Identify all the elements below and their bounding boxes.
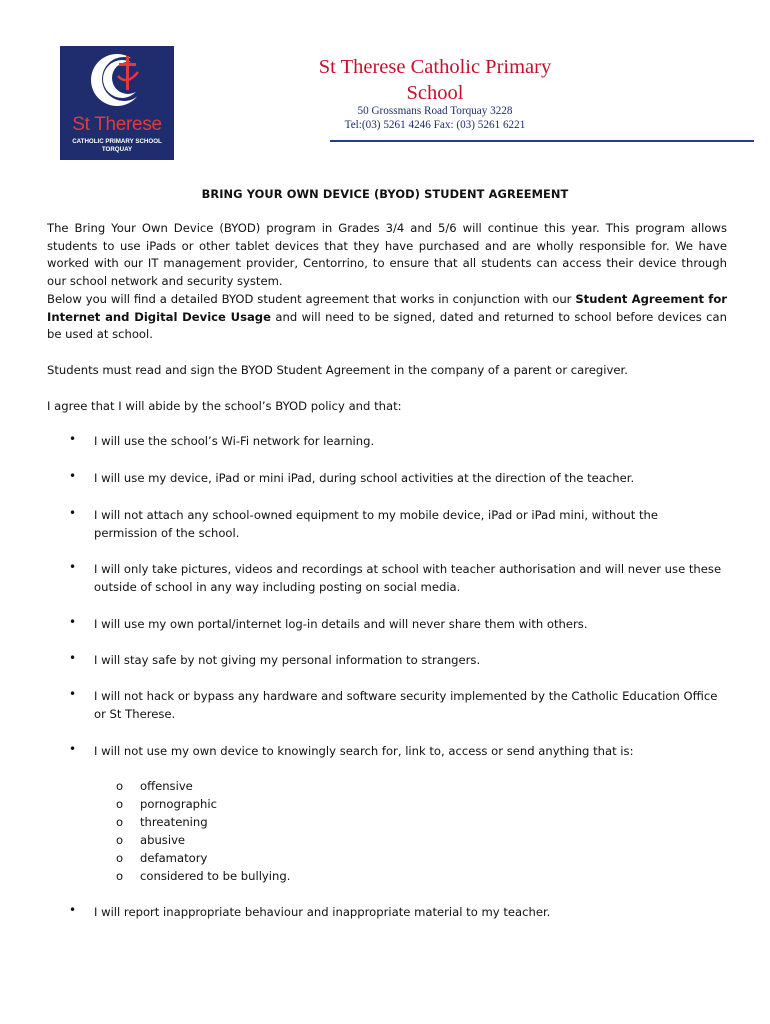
- sub-list-item: abusive: [140, 833, 186, 847]
- sub-list-item: offensive: [140, 779, 193, 793]
- bullet-icon: •: [69, 506, 77, 520]
- logo-subtitle: CATHOLIC PRIMARY SCHOOL: [72, 138, 162, 145]
- bullet-icon: •: [69, 687, 77, 701]
- sub-list-item: pornographic: [140, 797, 217, 811]
- list-item: I will only take pictures, videos and recordings at school with teacher authorisation and will never use these outside of school in any way including posting on social media.: [94, 562, 722, 594]
- bullet-icon: •: [69, 742, 77, 756]
- agreement-text-after: and will need to be signed, dated and returned to school before devices can be used at school.: [47, 309, 727, 341]
- logo-location: TORQUAY: [101, 146, 133, 153]
- list-item: I will not attach any school-owned equipment to my mobile device, iPad or iPad mini, without the permission of the school.: [94, 508, 659, 540]
- sub-bullet-icon: o: [116, 815, 124, 829]
- sub-list-item: defamatory: [140, 851, 208, 865]
- bullet-icon: •: [69, 432, 77, 446]
- bullet-icon: •: [69, 560, 77, 574]
- school-name-line1: St Therese Catholic Primary: [318, 56, 552, 78]
- bullet-icon: •: [69, 903, 77, 917]
- list-item: I will use the school’s Wi-Fi network for learning.: [94, 434, 375, 448]
- bullet-icon: •: [69, 615, 77, 629]
- school-address: 50 Grossmans Road Torquay 3228: [357, 105, 513, 117]
- school-name-line2: School: [406, 82, 464, 104]
- sub-bullet-icon: o: [116, 851, 124, 865]
- header-divider: [330, 140, 754, 142]
- list-item: I will not hack or bypass any hardware and software security implemented by the Catholic Education Office or St Therese.: [94, 689, 718, 721]
- bullet-icon: •: [69, 651, 77, 665]
- logo-name: St Therese: [72, 114, 162, 135]
- list-item: I will use my own portal/internet log-in details and will never share them with others.: [94, 617, 588, 631]
- school-name: [285, 54, 585, 106]
- agreement-document-name: Student Agreement for Internet and Digital Device Usage: [47, 292, 728, 324]
- sub-list-item: threatening: [140, 815, 208, 829]
- agreement-lead-in: I agree that I will abide by the school’s BYOD policy and that:: [47, 399, 402, 413]
- agreement-text-before: Below you will find a detailed BYOD student agreement that works in conjunction with our: [47, 292, 576, 306]
- list-item: I will use my device, iPad or mini iPad, during school activities at the direction of the teacher.: [94, 471, 635, 485]
- sub-list-item: considered to be bullying.: [140, 869, 291, 883]
- list-item: I will report inappropriate behaviour and inappropriate material to my teacher.: [94, 905, 551, 919]
- school-phone: Tel:(03) 5261 4246 Fax: (03) 5261 6221: [344, 119, 526, 131]
- list-item: I will not use my own device to knowingly search for, link to, access or send anything that is:: [94, 744, 634, 758]
- list-item: I will stay safe by not giving my personal information to strangers.: [94, 653, 481, 667]
- sub-bullet-icon: o: [116, 833, 124, 847]
- sub-bullet-icon: o: [116, 797, 124, 811]
- sub-bullet-icon: o: [116, 869, 124, 883]
- school-contact: [285, 104, 585, 132]
- bullet-icon: •: [69, 469, 77, 483]
- sub-bullet-icon: o: [116, 779, 124, 793]
- school-logo: [60, 46, 174, 160]
- agreement-paragraph: [47, 291, 727, 344]
- document-title: BRING YOUR OWN DEVICE (BYOD) STUDENT AGREEMENT: [201, 187, 569, 201]
- signing-instruction: Students must read and sign the BYOD Student Agreement in the company of a parent or caregiver.: [47, 363, 628, 377]
- intro-paragraph: The Bring Your Own Device (BYOD) program in Grades 3/4 and 5/6 will continue this year. This program allows students to use iPads or other tablet devices that they have purchased and are wholly responsible for. We have worked with our IT management provider, Centorrino, to ensure that all students can access their device through our school network and security system.: [47, 221, 727, 288]
